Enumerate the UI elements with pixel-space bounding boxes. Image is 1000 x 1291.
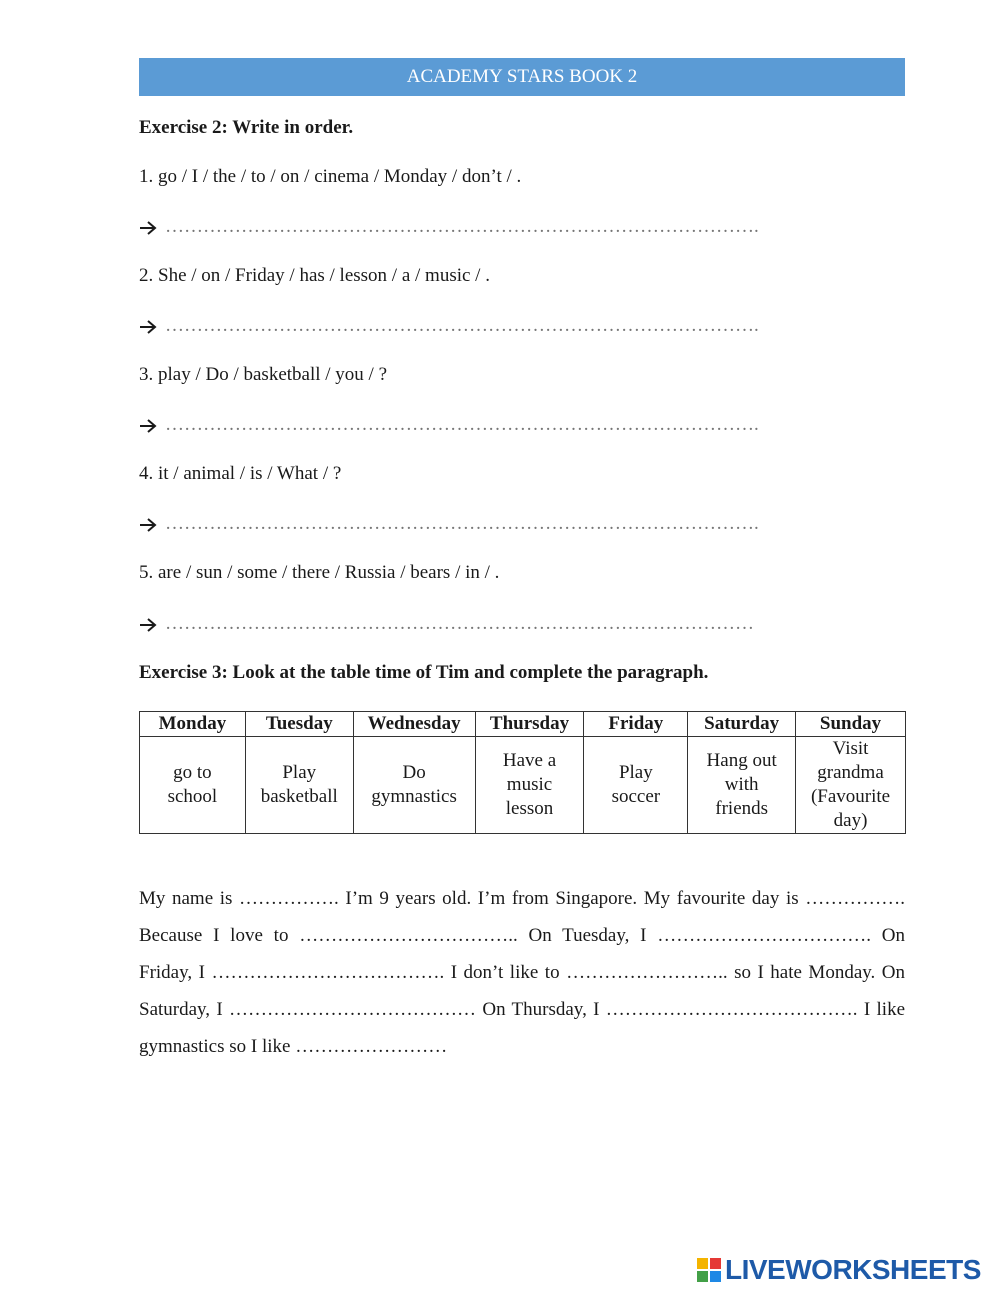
answer-input-1[interactable] [165,216,845,238]
day-header: Thursday [475,712,584,737]
blank-6[interactable]: …………………….. [566,962,728,983]
cloze-paragraph: My name is ……………. I’m 9 years old. I’m from Singapore. My favourite day is ……………. Because I love to …………………………….. On Tuesday, I ……………………………. On Friday, I ………………………………. I don’t like to …………………….. so I hate Monday. On Saturday, I ………………………………… On Thursday, I …………………………………. I like gymnastics so I like …………………… [139,888,906,1057]
day-header: Wednesday [353,712,475,737]
blank-8[interactable]: …………………………………. [605,999,858,1020]
activity-cell-saturday: Hang out with friends [688,737,796,834]
activity-cell-tuesday: Play basketball [245,737,353,834]
liveworksheets-logo [697,1255,981,1285]
activity-cell-thursday: Have a music lesson [475,737,584,834]
question-5: 5. are / sun / some / there / Russia / bears / in / . [139,562,500,583]
day-header: Friday [584,712,688,737]
liveworksheets-logo-icon [697,1258,721,1282]
blank-2[interactable]: ……………. [805,888,905,909]
timetable-header-row [140,712,906,737]
activity-cell-sunday: Visit grandma (Favourite day) [796,737,906,834]
day-header: Monday [140,712,246,737]
exercise-3-title: Exercise 3: Look at the table time of Tim and complete the paragraph. [139,662,709,683]
liveworksheets-brand: LIVEWORKSHEETS [725,1254,981,1285]
blank-3[interactable]: …………………………….. [299,925,518,946]
exercise-2-title: Exercise 2: Write in order. [139,117,354,138]
arrow-right-icon [139,216,165,238]
arrow-right-icon [139,414,165,436]
answer-input-2[interactable] [165,315,845,337]
day-header: Saturday [688,712,796,737]
blank-9[interactable]: …………………… [295,1036,448,1057]
arrow-right-icon [139,513,165,535]
answer-row-4 [139,513,845,535]
activity-cell-wednesday: Do gymnastics [353,737,475,834]
answer-input-3[interactable] [165,414,845,436]
timetable [139,711,906,834]
answer-row-1 [139,216,845,238]
blank-5[interactable]: ………………………………. [211,962,445,983]
arrow-right-icon [139,315,165,337]
page-header: ACADEMY STARS BOOK 2 [139,58,905,96]
answer-row-3 [139,414,845,436]
question-3: 3. play / Do / basketball / you / ? [139,364,388,385]
question-1: 1. go / I / the / to / on / cinema / Monday / don’t / . [139,166,522,187]
activity-cell-monday: go to school [140,737,246,834]
question-4: 4. it / animal / is / What / ? [139,463,342,484]
blank-1[interactable]: ……………. [239,888,339,909]
blank-7[interactable]: ………………………………… [229,999,477,1020]
answer-row-5 [139,613,845,635]
timetable-activity-row [140,737,906,834]
day-header: Sunday [796,712,906,737]
answer-row-2 [139,315,845,337]
answer-input-4[interactable] [165,513,845,535]
question-2: 2. She / on / Friday / has / lesson / a / music / . [139,265,490,286]
answer-input-5[interactable] [165,613,845,635]
day-header: Tuesday [245,712,353,737]
blank-4[interactable]: ……………………………. [657,925,871,946]
arrow-right-icon [139,613,165,635]
activity-cell-friday: Play soccer [584,737,688,834]
